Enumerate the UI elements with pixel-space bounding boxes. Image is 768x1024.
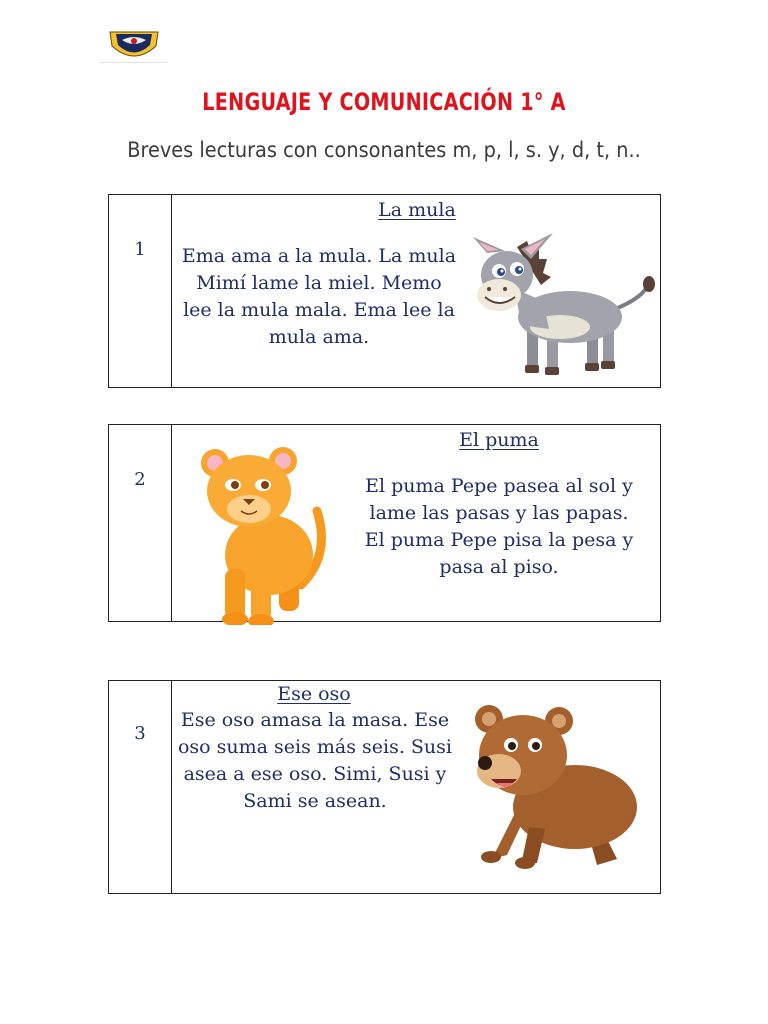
donkey-illustration: [465, 229, 665, 379]
number-cell: [109, 425, 172, 621]
school-crest-logo: [100, 28, 168, 64]
reading-number: 1: [134, 239, 146, 260]
reading-title: Ese oso: [277, 683, 351, 705]
reading-text: El puma Pepe pasea al sol y lame las pasas y las papas. El puma Pepe pisa la pesa y pasa al piso.: [364, 475, 634, 578]
bear-illustration: [467, 699, 647, 874]
number-cell: [109, 195, 172, 387]
reading-text: Ema ama a la mula. La mula Mimí lame la miel. Memo lee la mula mala. Ema lee la mula ama.: [181, 245, 457, 348]
logo-divider: [100, 62, 168, 63]
reading-number: 2: [134, 469, 146, 490]
reading-card-1: [108, 194, 661, 388]
page-subtitle: Breves lecturas con consonantes m, p, l, s. y, d, t, n..: [127, 138, 641, 162]
number-cell: [109, 681, 172, 893]
page-title: LENGUAJE Y COMUNICACIÓN 1° A: [202, 88, 566, 116]
reading-title: La mula: [378, 199, 456, 221]
puma-cub-illustration: [191, 435, 341, 625]
reading-card-3: [108, 680, 661, 894]
reading-title: El puma: [459, 429, 539, 451]
reading-number: 3: [134, 723, 146, 744]
reading-text: Ese oso amasa la masa. Ese oso suma seis más seis. Susi asea a ese oso. Simi, Susi y Sami se asean.: [177, 709, 452, 812]
reading-card-2: [108, 424, 661, 622]
